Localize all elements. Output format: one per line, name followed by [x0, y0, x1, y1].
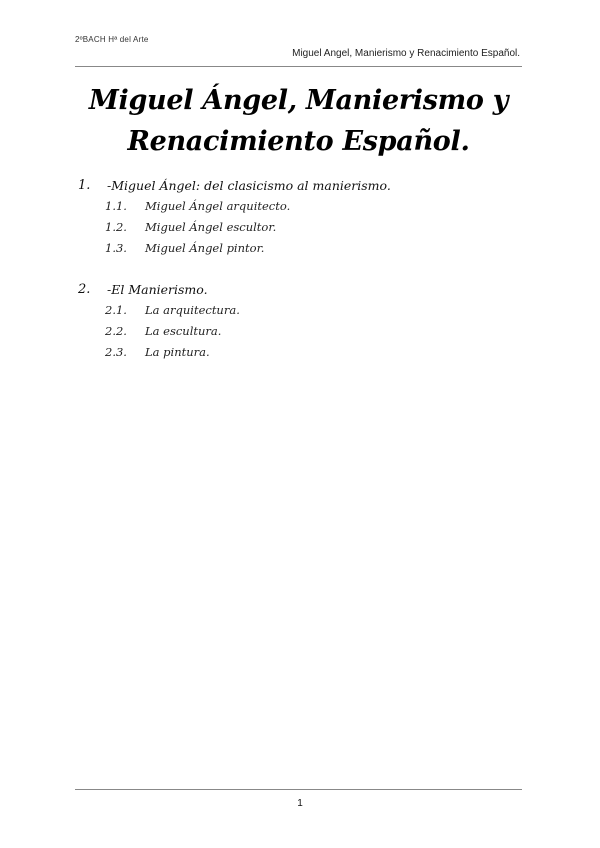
toc-item-label: Miguel Ángel pintor. — [145, 241, 265, 255]
header-divider — [75, 66, 522, 67]
toc-item-label: La arquitectura. — [145, 303, 240, 317]
toc-item-number: 1.1. — [105, 199, 127, 213]
header-course: 2ºBACH Hª del Arte — [75, 35, 149, 44]
toc-item-2-1 — [75, 303, 515, 324]
toc-section-2 — [75, 282, 515, 303]
toc-item-1-3 — [75, 241, 515, 262]
toc-item-number: 1.3. — [105, 241, 127, 255]
toc-section-label: -El Manierismo. — [107, 282, 208, 297]
toc-section-1 — [75, 178, 515, 199]
document-title — [75, 80, 522, 162]
header-title: Miguel Angel, Manierismo y Renacimiento Español. — [292, 48, 520, 59]
toc-item-number: 2.1. — [105, 303, 127, 317]
document-title-line-2: Renacimiento Español. — [127, 126, 470, 157]
toc-section-number: 1. — [78, 178, 91, 193]
toc-spacer — [75, 262, 515, 282]
toc-item-number: 1.2. — [105, 220, 127, 234]
page-number: 1 — [297, 798, 303, 809]
toc-item-label: La pintura. — [145, 345, 210, 359]
table-of-contents — [75, 178, 515, 366]
toc-item-label: Miguel Ángel escultor. — [145, 220, 277, 234]
toc-section-label: -Miguel Ángel: del clasicismo al manierismo. — [107, 178, 391, 193]
document-title-line-1: Miguel Ángel, Manierismo y — [88, 85, 509, 116]
toc-item-1-1 — [75, 199, 515, 220]
toc-item-number: 2.3. — [105, 345, 127, 359]
toc-section-number: 2. — [78, 282, 91, 297]
toc-item-number: 2.2. — [105, 324, 127, 338]
toc-item-2-3 — [75, 345, 515, 366]
toc-item-label: Miguel Ángel arquitecto. — [145, 199, 291, 213]
footer-divider — [75, 789, 522, 790]
toc-item-2-2 — [75, 324, 515, 345]
toc-item-label: La escultura. — [145, 324, 222, 338]
toc-item-1-2 — [75, 220, 515, 241]
